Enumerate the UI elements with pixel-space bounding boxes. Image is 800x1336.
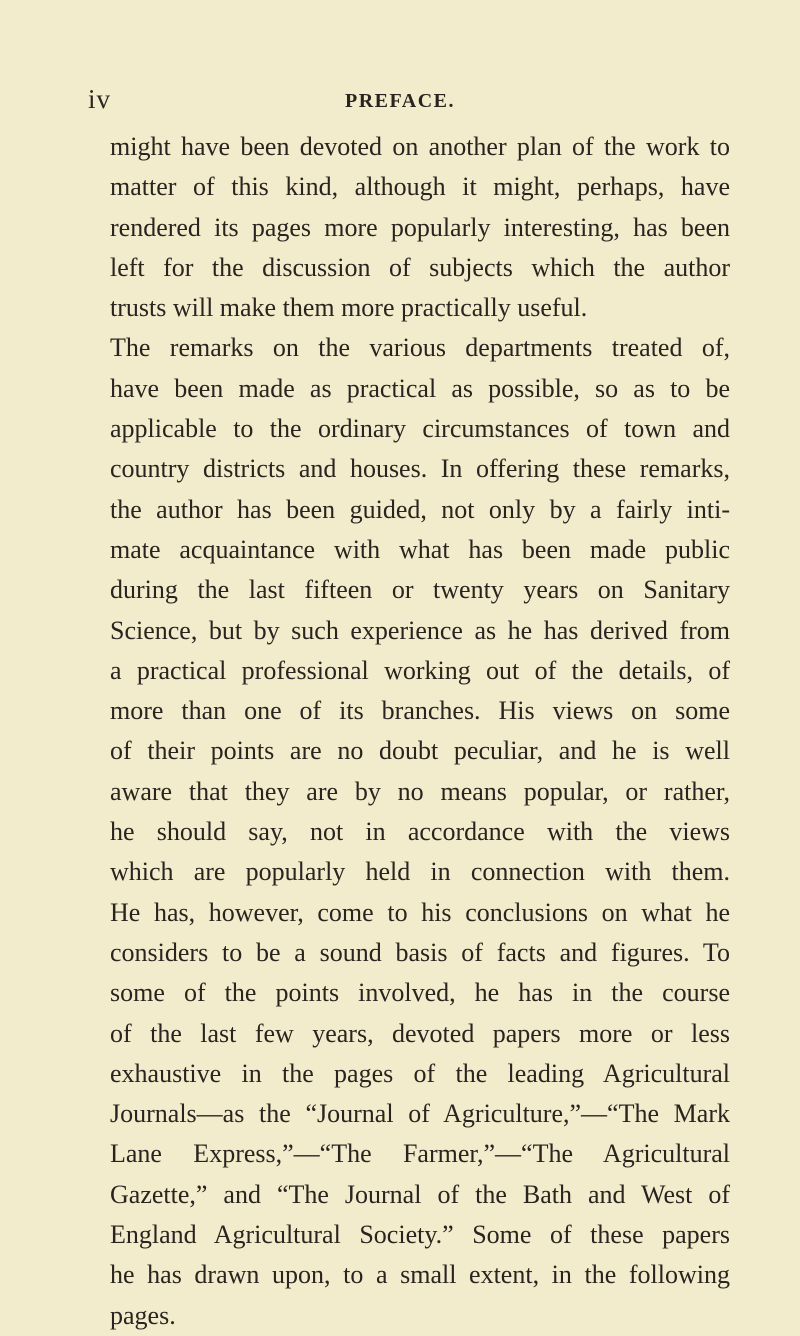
text-line: mate acquaintance with what has been made public — [110, 534, 730, 564]
running-header: PREFACE. — [345, 90, 455, 112]
text-line: Science, but by such experience as he has derived from — [110, 615, 730, 645]
text-line: a practical professional working out of the details, of — [110, 655, 730, 685]
text-line: The remarks on the various departments treated of, — [110, 333, 730, 363]
paragraph-2 — [110, 328, 730, 1335]
text-line: have been made as practical as possible, so as to be — [110, 373, 730, 403]
text-line: he should say, not in accordance with the views — [110, 817, 730, 847]
text-line: might have been devoted on another plan of the work to — [110, 132, 730, 161]
body-text — [110, 127, 730, 1336]
text-line: Lane Express,”—“The Farmer,”—“The Agricultural — [110, 1139, 730, 1169]
paragraph-1 — [110, 127, 730, 328]
text-line: Gazette,” and “The Journal of the Bath and West of — [110, 1179, 730, 1209]
text-line: the author has been guided, not only by a fairly inti- — [110, 494, 730, 524]
text-line: matter of this kind, although it might, perhaps, have — [110, 172, 730, 202]
text-line: left for the discussion of subjects which the author — [110, 252, 730, 282]
text-line: more than one of its branches. His views on some — [110, 696, 730, 726]
text-line: applicable to the ordinary circumstances of town and — [110, 414, 730, 444]
text-line: exhaustive in the pages of the leading Agricultural — [110, 1058, 730, 1088]
text-line: he has drawn upon, to a small extent, in the following — [110, 1260, 730, 1290]
text-line: considers to be a sound basis of facts and figures. To — [110, 937, 730, 967]
text-line: rendered its pages more popularly interesting, has been — [110, 212, 730, 242]
text-line: He has, however, come to his conclusions on what he — [110, 897, 730, 927]
text-line: which are popularly held in connection with them. — [110, 857, 730, 887]
text-line: England Agricultural Society.” Some of these papers — [110, 1220, 730, 1250]
text-line: country districts and houses. In offering these remarks, — [110, 454, 730, 484]
text-line: of the last few years, devoted papers more or less — [110, 1018, 730, 1048]
page-number: iv — [88, 84, 112, 114]
text-line: aware that they are by no means popular, or rather, — [110, 776, 730, 806]
text-line: of their points are no doubt peculiar, and he is well — [110, 736, 730, 766]
text-line: Journals—as the “Journal of Agriculture,”—“The Mark — [110, 1099, 730, 1129]
text-line: trusts will make them more practically useful. — [110, 293, 588, 323]
text-line: during the last fifteen or twenty years on Sanitary — [110, 575, 730, 605]
text-line: pages. — [110, 1300, 176, 1330]
text-line: some of the points involved, he has in the course — [110, 978, 730, 1008]
